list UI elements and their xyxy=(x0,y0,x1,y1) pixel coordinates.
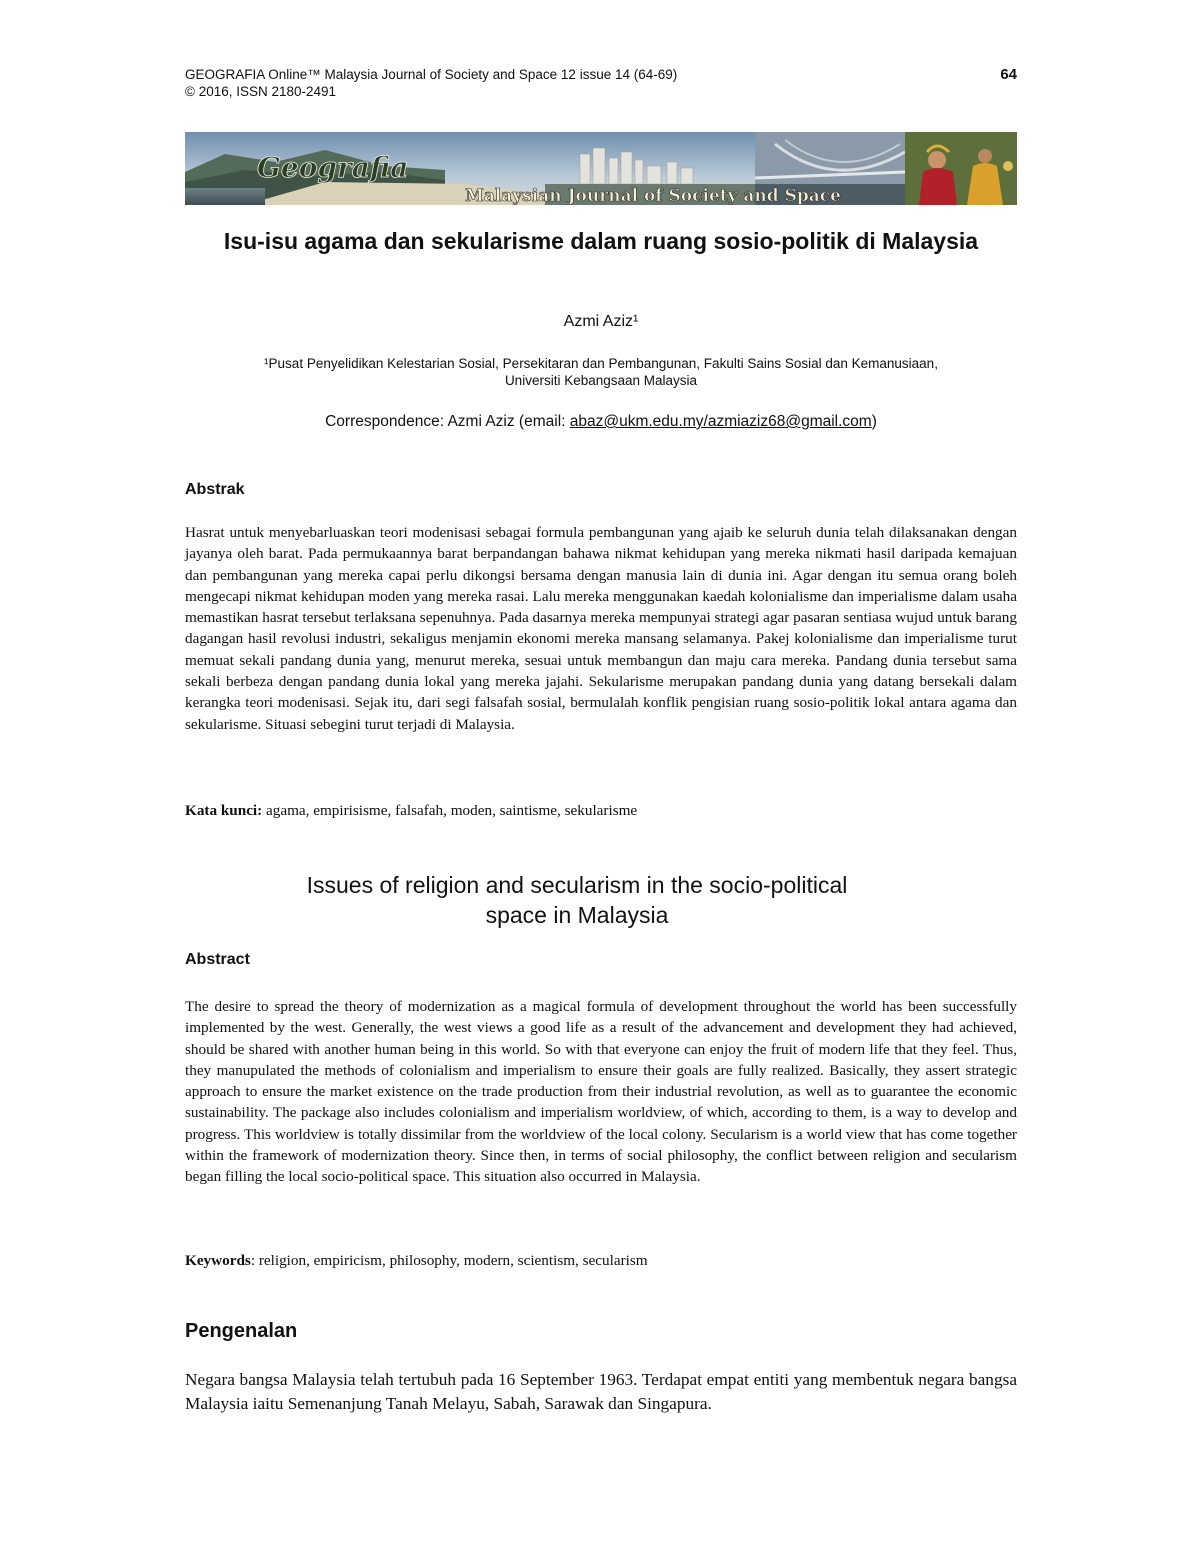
correspondence xyxy=(185,413,1017,431)
pengenalan-text: Negara bangsa Malaysia telah tertubuh pada 16 September 1963. Terdapat empat entiti yang membentuk negara bangsa Malaysia iaitu Semenanjung Tanah Melayu, Sabah, Sarawak dan Singapura. xyxy=(185,1370,1017,1413)
correspondence-label: Correspondence: Azmi Aziz (email: xyxy=(325,413,570,430)
running-header xyxy=(185,66,1017,100)
email-link[interactable]: abaz@ukm.edu.my/azmiaziz68@gmail.com xyxy=(569,413,872,430)
page-number: 64 xyxy=(1000,66,1017,83)
english-title-line: Issues of religion and secularism in the socio-political xyxy=(306,872,848,898)
abstrak-heading: Abstrak xyxy=(185,481,245,498)
kata-kunci xyxy=(185,802,1017,820)
keywords-label: Keywords xyxy=(185,1252,251,1269)
author-affiliation xyxy=(185,355,1017,389)
english-title xyxy=(185,870,969,930)
english-title-line: space in Malaysia xyxy=(485,902,669,928)
abstrak-text: Hasrat untuk menyebarluaskan teori modenisasi sebagai formula pembangunan yang ajaib ke seluruh dunia telah dilaksanakan dengan jayanya oleh barat. Pada permukaannya barat berpandangan bahawa nikmat kehidupan yang mereka nikmati hasil daripada kemajuan dan pembangunan yang mereka capai perlu dikongsi bersama dengan manusia lain di dunia ini. Agar dengan itu semua orang boleh mengecapi nikmat kehidupan moden yang mereka rasai. Lalu mereka menggunakan kaedah kolonialisme dan imperialisme dalam usaha memastikan hasrat tersebut terlaksana sepenuhnya. Pada dasarnya mereka mempunyai strategi agar pasaran sentiasa wujud untuk barang dagangan hasil revolusi industri, sekaligus menjamin ekonomi mereka mansang selamanya. Pakej kolonialisme dan imperialisme turut memuat sekali pandang dunia yang, menurut mereka, sesuai untuk membangun dan maju cara mereka. Pandang dunia tersebut sama sekali berbeza dengan pandang dunia lokal yang mereka jajahi. Sekularisme merupakan pandang dunia yang datang bersekali dalam kerangka teori modenisasi. Sejak itu, dari segi falsafah sosial, bermulalah konflik pengisian ruang sosio-politik lokal antara agama dan sekularisme. Situasi sebegini turut terjadi di Malaysia. xyxy=(185,524,1017,733)
kata-kunci-list: agama, empirisisme, falsafah, moden, saintisme, sekularisme xyxy=(262,802,638,819)
journal-logo: Geografia xyxy=(257,151,409,184)
keywords xyxy=(185,1252,1017,1270)
kata-kunci-label: Kata kunci: xyxy=(185,802,263,819)
author-name: Azmi Aziz¹ xyxy=(563,313,639,330)
journal-banner xyxy=(185,132,1017,205)
correspondence-close: ) xyxy=(871,413,877,430)
article-title: Isu-isu agama dan sekularisme dalam ruang sosio-politik di Malaysia xyxy=(223,228,979,254)
affiliation-line: Universiti Kebangsaan Malaysia xyxy=(504,373,698,388)
pengenalan-heading: Pengenalan xyxy=(185,1320,298,1342)
affiliation-line: ¹Pusat Penyelidikan Kelestarian Sosial, Persekitaran dan Pembangunan, Fakulti Sains Sosial dan Kemanusiaan, xyxy=(264,356,938,371)
copyright-issn: © 2016, ISSN 2180-2491 xyxy=(185,84,337,99)
journal-citation: GEOGRAFIA Online™ Malaysia Journal of Society and Space 12 issue 14 (64-69) xyxy=(185,67,678,82)
abstract-text: The desire to spread the theory of modernization as a magical formula of development throughout the world has been successfully implemented by the west. Generally, the west views a good life as a result of the advancement and development they had achieved, should be shared with another human being in this world. So with that everyone can enjoy the fruit of modern life that they feel. Thus, they manupulated the methods of colonialism and imperialism to ensure their goals are fully realized. Basically, they assert strategic approach to ensure the market existence on the trade production from their industrial revolution, as well as to guarantee the economic sustainability. The package also includes colonialism and imperialism worldview, of which, according to them, is a way to develop and progress. This worldview is totally dissimilar from the worldview of the local colony. Secularism is a world view that has come together within the framework of modernization theory. Since then, in terms of social philosophy, the conflict between religion and secularism began filling the local socio-political space. This situation also occurred in Malaysia. xyxy=(185,998,1017,1186)
keywords-list: : religion, empiricism, philosophy, modern, scientism, secularism xyxy=(250,1252,648,1269)
abstract-heading: Abstract xyxy=(185,951,250,968)
journal-subtitle: Malaysian Journal of Society and Space xyxy=(465,186,841,205)
